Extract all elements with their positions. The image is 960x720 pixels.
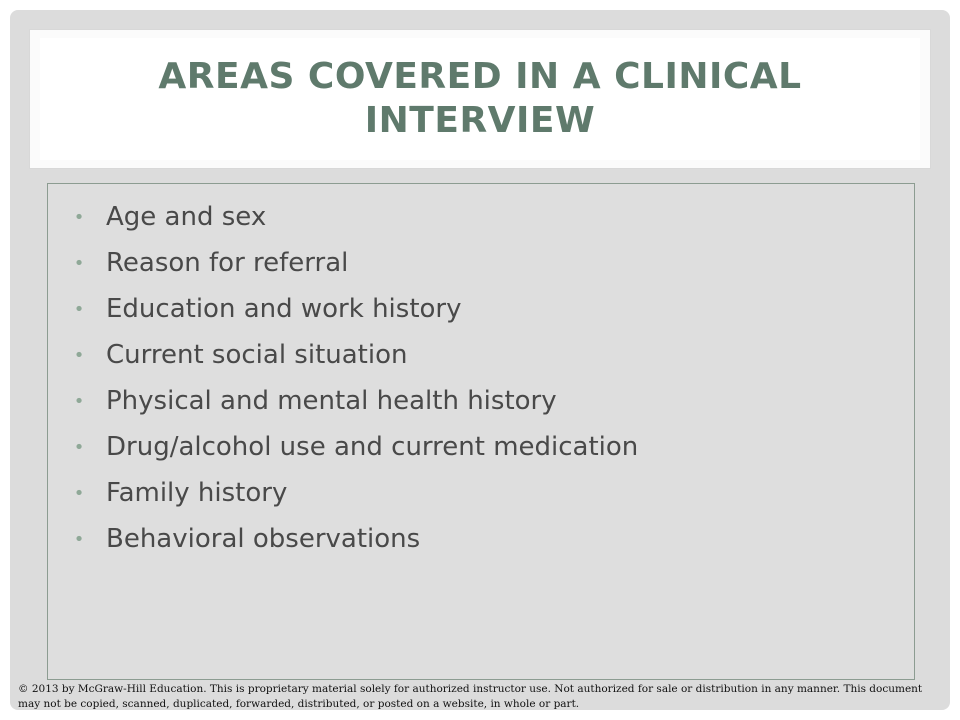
title-inner bbox=[40, 38, 920, 160]
bullet-item bbox=[48, 286, 914, 332]
bullet-list bbox=[48, 184, 914, 562]
bullet-item bbox=[48, 516, 914, 562]
content-box bbox=[47, 183, 915, 680]
slide-title: AREAS COVERED IN A CLINICAL INTERVIEW bbox=[158, 56, 802, 141]
title-box bbox=[30, 30, 930, 168]
copyright-notice: © 2013 by McGraw-Hill Education. This is proprietary material solely for authorized instructor use. Not authorized for sale or distribution in any manner. This document may not be copied, scanned, duplicated, forwarded, distributed, or posted on a website, in whole or part. bbox=[18, 683, 923, 710]
bullet-item bbox=[48, 240, 914, 286]
bullet-dot-icon: • bbox=[73, 528, 85, 550]
bullet-text: Reason for referral bbox=[106, 248, 349, 278]
bullet-text: Behavioral observations bbox=[106, 524, 421, 554]
bullet-item bbox=[48, 470, 914, 516]
bullet-text: Education and work history bbox=[106, 294, 462, 324]
bullet-dot-icon: • bbox=[73, 344, 85, 366]
bullet-dot-icon: • bbox=[73, 482, 85, 504]
bullet-dot-icon: • bbox=[73, 390, 85, 412]
bullet-item bbox=[48, 378, 914, 424]
bullet-dot-icon: • bbox=[73, 436, 85, 458]
bullet-dot-icon: • bbox=[73, 252, 85, 274]
bullet-item bbox=[48, 194, 914, 240]
bullet-dot-icon: • bbox=[73, 298, 85, 320]
bullet-text: Current social situation bbox=[106, 340, 408, 370]
bullet-text: Physical and mental health history bbox=[106, 386, 557, 416]
bullet-dot-icon: • bbox=[73, 206, 85, 228]
bullet-item bbox=[48, 424, 914, 470]
bullet-item bbox=[48, 332, 914, 378]
bullet-text: Age and sex bbox=[106, 202, 267, 232]
bullet-text: Drug/alcohol use and current medication bbox=[106, 432, 639, 462]
bullet-text: Family history bbox=[106, 478, 288, 508]
slide bbox=[10, 10, 950, 710]
